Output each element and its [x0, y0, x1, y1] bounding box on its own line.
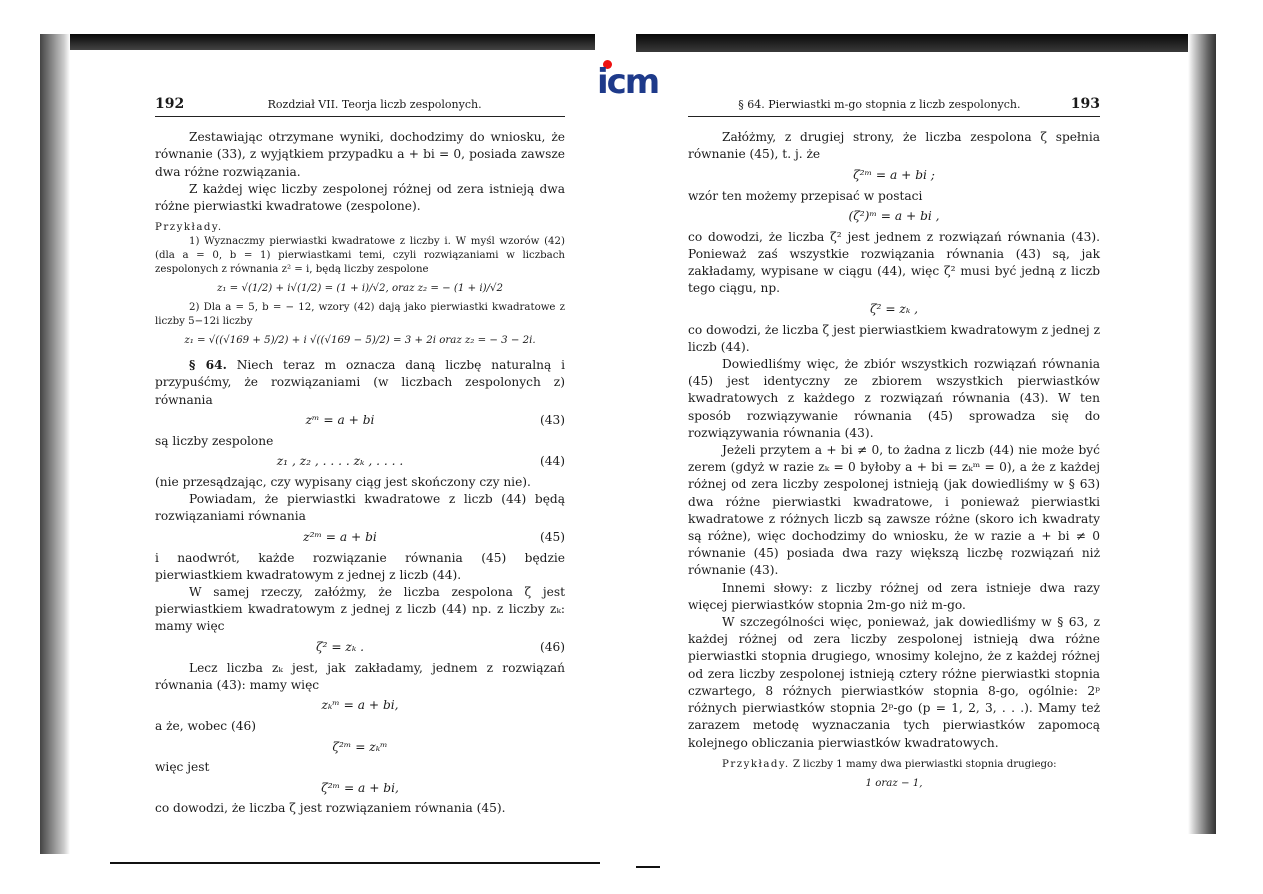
equation — [155, 696, 565, 716]
paragraph: Dowiedliśmy więc, że zbiór wszystkich rozwiązań równania (45) jest identyczny ze zbiorem wszystkich pierwiastków kwadratowych z każdego z rozwiązań równania (43). W ten sposób rozwiązywanie równania (45) sprowadza się do rozwiązywania równania (43). — [688, 357, 1100, 440]
page-number: 192 — [155, 96, 185, 112]
left-binding-shade — [40, 34, 70, 854]
right-binding-shade — [1188, 34, 1216, 834]
equation-expr: ζ²ᵐ = zₖᵐ — [332, 739, 388, 754]
examples-label: Przykłady. — [722, 758, 790, 770]
paragraph: wzór ten możemy przepisać w postaci — [688, 188, 923, 203]
paragraph: i naodwrót, każde rozwiązanie równania (45) będzie pierwiastkiem kwadratowym z jednej z liczb (44). — [155, 550, 565, 582]
equation — [155, 638, 565, 658]
left-page — [155, 96, 565, 818]
equation — [155, 411, 565, 431]
equation — [688, 300, 1100, 320]
paragraph: Innemi słowy: z liczby różnej od zera istnieje dwa razy więcej pierwiastków stopnia 2m-go niż m-go. — [688, 580, 1100, 612]
examples-label: Przykłady. — [155, 222, 223, 234]
paragraph: W samej rzeczy, załóżmy, że liczba zespolona ζ jest pierwiastkiem kwadratowym z jednej z liczb (44) np. z liczby zₖ: mamy więc — [155, 585, 565, 634]
equation-expr: z²ᵐ = a + bi — [303, 530, 377, 545]
icm-logo — [597, 60, 667, 100]
page-number: 193 — [1070, 96, 1100, 112]
equation-tag: (43) — [539, 413, 565, 428]
equation-expr: ζ² = zₖ . — [315, 640, 365, 655]
paragraph: (nie przesądzając, czy wypisany ciąg jest skończony czy nie). — [155, 475, 531, 490]
equation-expr: ζ²ᵐ = a + bi ; — [853, 168, 935, 182]
equation-expr: zᵐ = a + bi — [305, 413, 375, 428]
section-paragraph — [155, 357, 565, 409]
equation-tag: (44) — [539, 454, 565, 469]
bottom-line-left — [110, 862, 600, 864]
equation — [155, 737, 565, 757]
section-text: Niech teraz m oznacza daną liczbę naturalną i przypuśćmy, że rozwiązaniami (w liczbach zespolonych z) równania — [155, 358, 565, 407]
paragraph: co dowodzi, że liczba ζ jest rozwiązaniem równania (45). — [155, 801, 506, 816]
paragraph: Zestawiając otrzymane wyniki, dochodzimy do wniosku, że równanie (33), z wyjątkiem przypadku a + bi = 0, posiada zawsze dwa różne rozwiązania. — [155, 130, 565, 179]
equation — [155, 452, 565, 472]
right-page — [688, 96, 1100, 796]
paragraph: Powiadam, że pierwiastki kwadratowe z liczb (44) będą rozwiązaniami równania — [155, 492, 565, 524]
paragraph: co dowodzi, że liczba ζ jest pierwiastkiem kwadratowym z jednej z liczb (44). — [688, 322, 1100, 354]
right-header — [688, 96, 1100, 117]
paragraph: Z każdej więc liczby zespolonej różnej od zera istnieją dwa różne pierwiastki kwadratowe (zespolone). — [155, 181, 565, 214]
equation-expr: z₁ = √((√169 + 5)/2) + i √((√169 − 5)/2) = 3 + 2i oraz z₂ = − 3 − 2i. — [184, 335, 536, 347]
equation — [155, 528, 565, 548]
example-text: Z liczby 1 mamy dwa pierwiastki stopnia drugiego: — [792, 758, 1057, 770]
bottom-line-right — [636, 866, 660, 868]
example-paragraph — [688, 758, 1100, 772]
paragraph: Jeżeli przytem a + bi ≠ 0, to żadna z liczb (44) nie może być zerem (gdyż w razie zₖ = 0 byłoby a + bi = zₖᵐ = 0), a że z każdej różnej od zera liczby zespolonej istnieją (jak dowiedliśmy w § 63) dwa różne pierwiastki kwadratowe, i ponieważ pierwiastki kwadratowe z różnych liczb są zawsze różne (skoro ich kwadraty są różne), więc dochodzimy do wniosku, że w razie a + bi ≠ 0 równanie (45) posiada dwa razy większą liczbę rozwiązań niż równanie (43). — [688, 443, 1100, 578]
logo-text: icm — [597, 62, 659, 102]
equation-tag: (45) — [539, 530, 565, 545]
equation-expr: z₁ , z₂ , . . . . zₖ , . . . . — [276, 454, 404, 469]
equation-expr: z₁ = √(1/2) + i√(1/2) = (1 + i)/√2, oraz z₂ = − (1 + i)/√2 — [216, 283, 504, 295]
top-scan-bar-left — [40, 34, 595, 50]
equation — [155, 279, 565, 299]
equation — [688, 207, 1100, 227]
equation-expr: (ζ²)ᵐ = a + bi , — [848, 209, 940, 224]
example-text: 1) Wyznaczmy pierwiastki kwadratowe z liczby i. W myśl wzorów (42) (dla a = 0, b = 1) pierwiastkami temi, czyli rozwiązaniami w liczbach zespolonych z równania z² = i, będą liczby zespolone — [155, 236, 565, 276]
equation-expr: ζ² = zₖ , — [869, 302, 919, 317]
paragraph: co dowodzi, że liczba ζ² jest jednem z rozwiązań równania (43). Ponieważ zaś wszystkie rozwiązania równania (43) są, jak zakładamy, wypisane w ciągu (44), więc ζ² musi być jedną z liczb tego ciągu, np. — [688, 229, 1100, 296]
paragraph: więc jest — [155, 760, 210, 775]
paragraph: W szczególności więc, ponieważ, jak dowiedliśmy w § 63, z każdej różnej od zera liczby zespolonej istnieją dwa różne pierwiastki stopnia drugiego, wnosimy kolejno, że z każdej różnej od zera liczby zespolonej istnieją cztery różne pierwiastki stopnia czwartego, 8 różnych pierwiastków stopnia 8-go, ogólnie: 2ᵖ różnych pierwiastków stopnia 2ᵖ-go (p = 1, 2, 3, . . .). Mamy też zarazem metodę wyznaczania tych pierwiastków zapomocą kolejnego obliczania pierwiastków kwadratowych. — [688, 615, 1100, 750]
equation-expr: 1 oraz − 1, — [865, 777, 923, 789]
running-head: § 64. Pierwiastki m-go stopnia z liczb zespolonych. — [738, 98, 1021, 111]
left-header — [155, 96, 565, 117]
running-head: Rozdział VII. Teorja liczb zespolonych. — [267, 98, 482, 111]
equation-tag: (46) — [539, 640, 565, 655]
equation — [155, 331, 565, 351]
equation — [155, 778, 565, 798]
equation — [688, 166, 1100, 186]
paragraph: a że, wobec (46) — [155, 719, 257, 734]
equation-expr: zₖᵐ = a + bi, — [321, 698, 399, 713]
equation-expr: ζ²ᵐ = a + bi, — [321, 780, 399, 795]
paragraph: Lecz liczba zₖ jest, jak zakładamy, jednem z rozwiązań równania (43): mamy więc — [155, 660, 565, 692]
top-scan-bar-right — [636, 34, 1216, 52]
paragraph: są liczby zespolone — [155, 433, 274, 448]
section-label: § 64. — [189, 358, 227, 373]
paragraph: Załóżmy, z drugiej strony, że liczba zespolona ζ spełnia równanie (45), t. j. że — [688, 130, 1100, 162]
example-text: 2) Dla a = 5, b = − 12, wzory (42) dają jako pierwiastki kwadratowe z liczby 5−12i liczby — [155, 302, 565, 328]
equation — [688, 774, 1100, 794]
